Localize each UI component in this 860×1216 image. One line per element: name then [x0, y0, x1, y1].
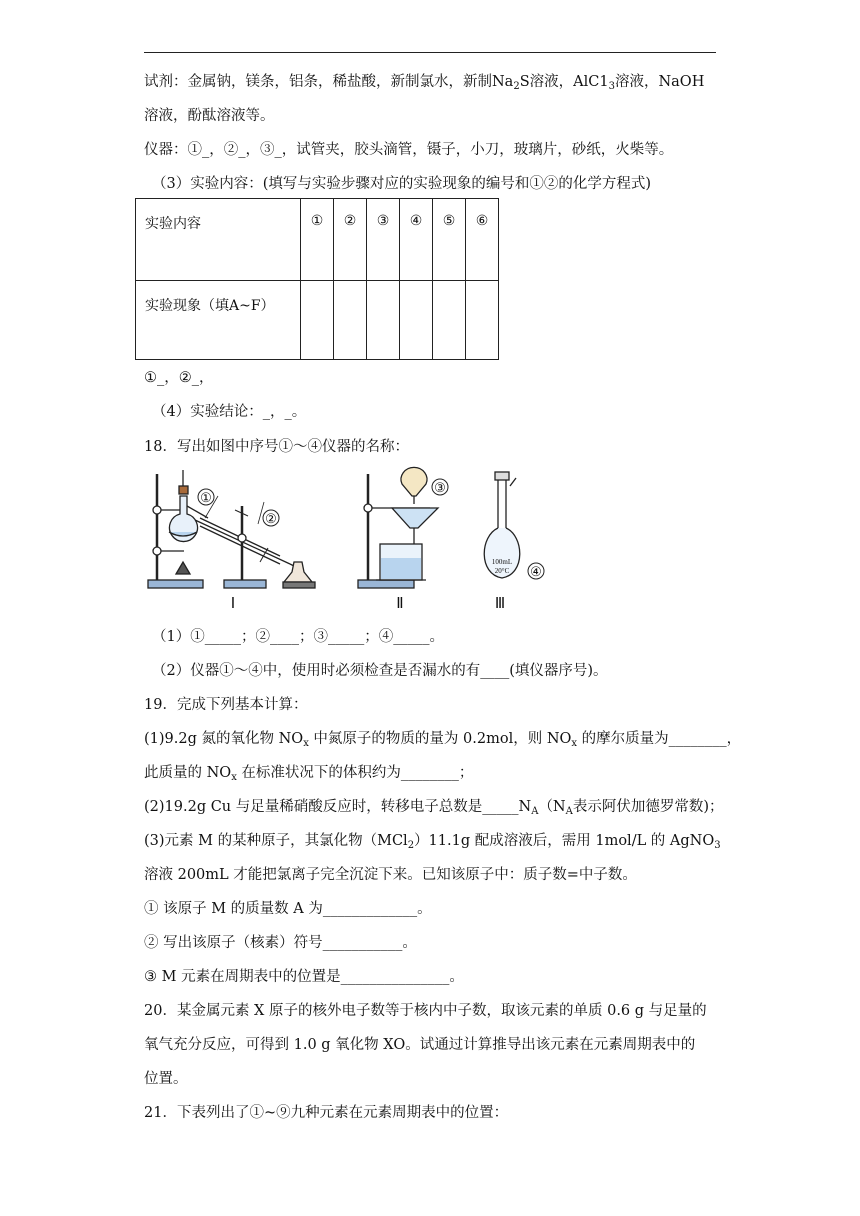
- table-number-cell: ⑥: [466, 199, 499, 281]
- header-rule: [144, 52, 716, 53]
- stand-base-2: [358, 580, 414, 588]
- table-label-content: 实验内容: [136, 199, 301, 281]
- flask-volume: 100mL: [491, 558, 513, 566]
- q18-sub1: （1）①_____；②____；③_____；④_____。: [152, 629, 444, 645]
- equation-blanks: ①_，②_，: [144, 370, 214, 386]
- flask-temp: 20°C: [494, 567, 510, 575]
- q19-s2: ② 写出该原子（核素）符号___________。: [144, 935, 417, 951]
- table-number-cell: ⑤: [433, 199, 466, 281]
- table-number-cell: ④: [400, 199, 433, 281]
- stopper: [179, 486, 188, 494]
- q19-p1-line2: 此质量的 $NO_x$ 在标准状况下的体积约为________；: [144, 765, 474, 783]
- answer-cell[interactable]: [301, 281, 334, 360]
- table-row: [136, 281, 499, 360]
- q19-s3: ③ M 元素在周期表中的位置是_______________。: [144, 969, 464, 985]
- reagents-line-2: 溶液，酚酞溶液等。: [144, 108, 275, 124]
- figure-label-III: Ⅲ: [494, 596, 506, 612]
- q20-line2: 氧气充分反应，可得到 1.0 g 氧化物 XO。试通过计算推导出该元素在元素周期表中的: [144, 1037, 696, 1053]
- answer-cell[interactable]: [400, 281, 433, 360]
- table-number-cell: ①: [301, 199, 334, 281]
- q19-p2: (2)19.2g Cu 与足量稀硝酸反应时，转移电子总数是$\_\_\_\_\_N_A(N_A$表示阿伏加德罗常数)；: [144, 799, 724, 817]
- q21-line1: 21．下表列出了①~⑨九种元素在元素周期表中的位置：: [144, 1105, 509, 1121]
- q19-p3-line2: 溶液 200mL 才能把氯离子完全沉淀下来。已知该原子中：质子数=中子数。: [144, 867, 637, 883]
- q20-line1: 20．某金属元素 X 原子的核外电子数等于核内中子数，取该元素的单质 0.6 g 与足量的: [144, 1003, 707, 1019]
- label-c2: ②: [265, 511, 277, 526]
- table-number-cell: ③: [367, 199, 400, 281]
- item3-title: （3）实验内容：(填写与实验步骤对应的实验现象的编号和①②的化学方程式): [152, 176, 652, 192]
- answer-cell[interactable]: [433, 281, 466, 360]
- alcohol-lamp: [176, 562, 190, 574]
- answer-cell[interactable]: [334, 281, 367, 360]
- figure-label-I: Ⅰ: [230, 596, 236, 612]
- erlenmeyer-flask: [284, 562, 312, 582]
- apparatus-figure: [140, 466, 550, 616]
- q18-title: 18．写出如图中序号①～④仪器的名称：: [144, 439, 409, 455]
- label-c1: ①: [200, 490, 212, 505]
- separatory-funnel: [401, 467, 427, 496]
- conclusion-line: （4）实验结论：_，_。: [152, 404, 307, 420]
- q19-p3: (3)元素 M 的某种原子，其氯化物（MCl$_2$）11.1g 配成溶液后，需用 1mol/L 的 AgNO$_3$: [144, 833, 721, 851]
- instruments-line: 仪器：①_，②_，③_，试管夹，胶头滴管，镊子，小刀，玻璃片，砂纸，火柴等。: [144, 142, 674, 158]
- q19-s1: ① 该原子 M 的质量数 A 为_____________。: [144, 901, 432, 917]
- answer-cell[interactable]: [367, 281, 400, 360]
- table-row: [136, 199, 499, 281]
- experiment-table: [135, 198, 499, 360]
- figure-label-II: Ⅱ: [396, 596, 404, 612]
- answer-cell[interactable]: [466, 281, 499, 360]
- table-label-phenomenon: 实验现象（填A~F）: [136, 281, 301, 360]
- q19-title: 19．完成下列基本计算：: [144, 697, 308, 713]
- stand-base-1: [148, 580, 203, 588]
- q18-sub2: （2）仪器①～④中，使用时必须检查是否漏水的有____(填仪器序号)。: [152, 663, 608, 679]
- label-c3: ③: [434, 480, 446, 495]
- q19-p1: (1)9.2g 氮的氧化物 $NO_x$ 中氮原子的物质的量为 0.2mol，则 $NO_x$ 的摩尔质量为________，: [144, 731, 742, 749]
- reagents-line: 试剂：金属钠，镁条，铝条，稀盐酸，新制氯水，新制$Na_2S$溶液，$AlC1_3$溶液，NaOH: [144, 74, 705, 92]
- q20-line3: 位置。: [144, 1071, 188, 1087]
- label-c4: ④: [530, 564, 542, 579]
- table-number-cell: ②: [334, 199, 367, 281]
